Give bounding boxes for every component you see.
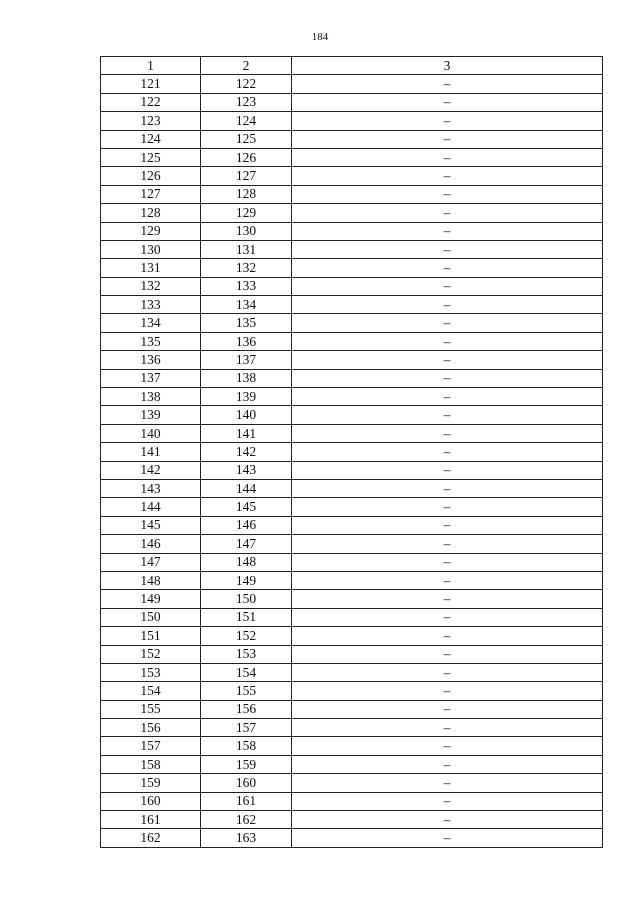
table-row [101, 388, 603, 406]
table-cell-col-1: 147 [101, 553, 201, 571]
table-row [101, 314, 603, 332]
table-row [101, 516, 603, 534]
table-cell-col-2: 141 [201, 424, 292, 442]
table-cell-col-2: 143 [201, 461, 292, 479]
table-cell-col-2: 132 [201, 259, 292, 277]
table-cell-col-1: 133 [101, 296, 201, 314]
table-cell-col-3: – [292, 792, 603, 810]
table-cell-col-3: – [292, 148, 603, 166]
table-row [101, 185, 603, 203]
table-cell-col-3: – [292, 755, 603, 773]
table-cell-col-3: – [292, 590, 603, 608]
table-cell-col-1: 161 [101, 811, 201, 829]
table-row [101, 829, 603, 847]
table-row [101, 700, 603, 718]
table-cell-col-1: 151 [101, 627, 201, 645]
table-row [101, 443, 603, 461]
column-header-3: 3 [292, 57, 603, 75]
table-cell-col-3: – [292, 829, 603, 847]
table-cell-col-2: 159 [201, 755, 292, 773]
table-row [101, 148, 603, 166]
table-cell-col-3: – [292, 737, 603, 755]
table-body [101, 75, 603, 847]
table-row [101, 167, 603, 185]
table-cell-col-3: – [292, 204, 603, 222]
table-cell-col-1: 158 [101, 755, 201, 773]
table-row [101, 130, 603, 148]
table-cell-col-3: – [292, 222, 603, 240]
table-cell-col-3: – [292, 369, 603, 387]
page-number: 184 [311, 31, 329, 43]
data-table [100, 56, 603, 848]
table-row [101, 792, 603, 810]
table-cell-col-3: – [292, 682, 603, 700]
table-cell-col-2: 125 [201, 130, 292, 148]
table-cell-col-2: 139 [201, 388, 292, 406]
table-cell-col-2: 127 [201, 167, 292, 185]
table-cell-col-2: 155 [201, 682, 292, 700]
table-cell-col-1: 152 [101, 645, 201, 663]
table-cell-col-3: – [292, 553, 603, 571]
table-cell-col-1: 139 [101, 406, 201, 424]
table-cell-col-1: 159 [101, 774, 201, 792]
table-cell-col-2: 150 [201, 590, 292, 608]
table-cell-col-1: 132 [101, 277, 201, 295]
table-cell-col-1: 136 [101, 351, 201, 369]
table-cell-col-3: – [292, 645, 603, 663]
table-cell-col-2: 158 [201, 737, 292, 755]
table-cell-col-2: 152 [201, 627, 292, 645]
table-cell-col-2: 146 [201, 516, 292, 534]
table-cell-col-1: 124 [101, 130, 201, 148]
table-cell-col-1: 162 [101, 829, 201, 847]
table-cell-col-2: 122 [201, 75, 292, 93]
table-cell-col-1: 127 [101, 185, 201, 203]
table-cell-col-1: 138 [101, 388, 201, 406]
table-cell-col-2: 126 [201, 148, 292, 166]
table-cell-col-3: – [292, 663, 603, 681]
table-row [101, 737, 603, 755]
table-cell-col-3: – [292, 167, 603, 185]
table-cell-col-1: 131 [101, 259, 201, 277]
table-cell-col-1: 125 [101, 148, 201, 166]
table-cell-col-3: – [292, 571, 603, 589]
table-cell-col-2: 134 [201, 296, 292, 314]
table-cell-col-1: 144 [101, 498, 201, 516]
table-row [101, 424, 603, 442]
table-row [101, 645, 603, 663]
table-row [101, 75, 603, 93]
table-cell-col-3: – [292, 130, 603, 148]
header-row [101, 57, 603, 75]
table-cell-col-1: 146 [101, 535, 201, 553]
table-cell-col-2: 154 [201, 663, 292, 681]
table-row [101, 571, 603, 589]
table-cell-col-3: – [292, 332, 603, 350]
table-cell-col-3: – [292, 479, 603, 497]
table-cell-col-2: 123 [201, 93, 292, 111]
table-cell-col-1: 126 [101, 167, 201, 185]
table-row [101, 774, 603, 792]
table-cell-col-2: 151 [201, 608, 292, 626]
table-cell-col-2: 153 [201, 645, 292, 663]
table-cell-col-2: 163 [201, 829, 292, 847]
table-cell-col-2: 162 [201, 811, 292, 829]
table-cell-col-1: 134 [101, 314, 201, 332]
table-row [101, 553, 603, 571]
table-cell-col-1: 143 [101, 479, 201, 497]
table-cell-col-1: 129 [101, 222, 201, 240]
table-row [101, 259, 603, 277]
table-cell-col-2: 133 [201, 277, 292, 295]
table-cell-col-2: 140 [201, 406, 292, 424]
table-cell-col-3: – [292, 259, 603, 277]
table-cell-col-1: 157 [101, 737, 201, 755]
table-cell-col-3: – [292, 516, 603, 534]
table-cell-col-2: 130 [201, 222, 292, 240]
table-cell-col-3: – [292, 424, 603, 442]
table-row [101, 682, 603, 700]
table-cell-col-2: 136 [201, 332, 292, 350]
column-header-2: 2 [201, 57, 292, 75]
table-cell-col-1: 123 [101, 112, 201, 130]
table-cell-col-2: 148 [201, 553, 292, 571]
table-cell-col-3: – [292, 811, 603, 829]
table-row [101, 240, 603, 258]
column-header-1: 1 [101, 57, 201, 75]
table-cell-col-3: – [292, 608, 603, 626]
table-cell-col-3: – [292, 388, 603, 406]
table-cell-col-3: – [292, 240, 603, 258]
table-cell-col-1: 135 [101, 332, 201, 350]
table-cell-col-1: 154 [101, 682, 201, 700]
table-cell-col-3: – [292, 774, 603, 792]
table-row [101, 222, 603, 240]
table-cell-col-3: – [292, 351, 603, 369]
table-row [101, 627, 603, 645]
table-cell-col-3: – [292, 719, 603, 737]
table-row [101, 277, 603, 295]
table-row [101, 93, 603, 111]
table-row [101, 369, 603, 387]
table-cell-col-1: 137 [101, 369, 201, 387]
table-cell-col-2: 144 [201, 479, 292, 497]
table-cell-col-1: 140 [101, 424, 201, 442]
table-cell-col-2: 142 [201, 443, 292, 461]
table-cell-col-3: – [292, 112, 603, 130]
table-row [101, 112, 603, 130]
table-cell-col-2: 128 [201, 185, 292, 203]
table-row [101, 204, 603, 222]
table-row [101, 590, 603, 608]
table-cell-col-1: 148 [101, 571, 201, 589]
table-cell-col-2: 135 [201, 314, 292, 332]
table-cell-col-2: 160 [201, 774, 292, 792]
table-cell-col-2: 129 [201, 204, 292, 222]
table-cell-col-1: 153 [101, 663, 201, 681]
table-cell-col-3: – [292, 700, 603, 718]
table-cell-col-3: – [292, 296, 603, 314]
table-row [101, 479, 603, 497]
table-row [101, 608, 603, 626]
table-cell-col-2: 131 [201, 240, 292, 258]
table-cell-col-2: 138 [201, 369, 292, 387]
table-cell-col-2: 157 [201, 719, 292, 737]
table-row [101, 663, 603, 681]
table-cell-col-1: 130 [101, 240, 201, 258]
table-cell-col-2: 161 [201, 792, 292, 810]
table-cell-col-3: – [292, 75, 603, 93]
table-row [101, 332, 603, 350]
table-cell-col-3: – [292, 185, 603, 203]
table-cell-col-3: – [292, 277, 603, 295]
table-cell-col-1: 156 [101, 719, 201, 737]
table-cell-col-1: 122 [101, 93, 201, 111]
table-row [101, 719, 603, 737]
table-cell-col-1: 150 [101, 608, 201, 626]
table-cell-col-3: – [292, 406, 603, 424]
table-cell-col-2: 147 [201, 535, 292, 553]
table-cell-col-3: – [292, 314, 603, 332]
table-cell-col-3: – [292, 535, 603, 553]
table-cell-col-3: – [292, 627, 603, 645]
table-row [101, 535, 603, 553]
table-cell-col-1: 149 [101, 590, 201, 608]
table-row [101, 811, 603, 829]
table-row [101, 461, 603, 479]
table-cell-col-2: 156 [201, 700, 292, 718]
table-cell-col-2: 137 [201, 351, 292, 369]
table-row [101, 296, 603, 314]
table-cell-col-1: 121 [101, 75, 201, 93]
table-row [101, 498, 603, 516]
table-cell-col-1: 141 [101, 443, 201, 461]
table-row [101, 406, 603, 424]
table-cell-col-3: – [292, 461, 603, 479]
table-cell-col-3: – [292, 498, 603, 516]
table-cell-col-2: 124 [201, 112, 292, 130]
table-cell-col-3: – [292, 443, 603, 461]
table-cell-col-1: 145 [101, 516, 201, 534]
table-cell-col-3: – [292, 93, 603, 111]
table-row [101, 755, 603, 773]
table-cell-col-2: 145 [201, 498, 292, 516]
table-cell-col-1: 155 [101, 700, 201, 718]
table-cell-col-1: 128 [101, 204, 201, 222]
table-cell-col-1: 160 [101, 792, 201, 810]
table-cell-col-1: 142 [101, 461, 201, 479]
table-cell-col-2: 149 [201, 571, 292, 589]
table-row [101, 351, 603, 369]
